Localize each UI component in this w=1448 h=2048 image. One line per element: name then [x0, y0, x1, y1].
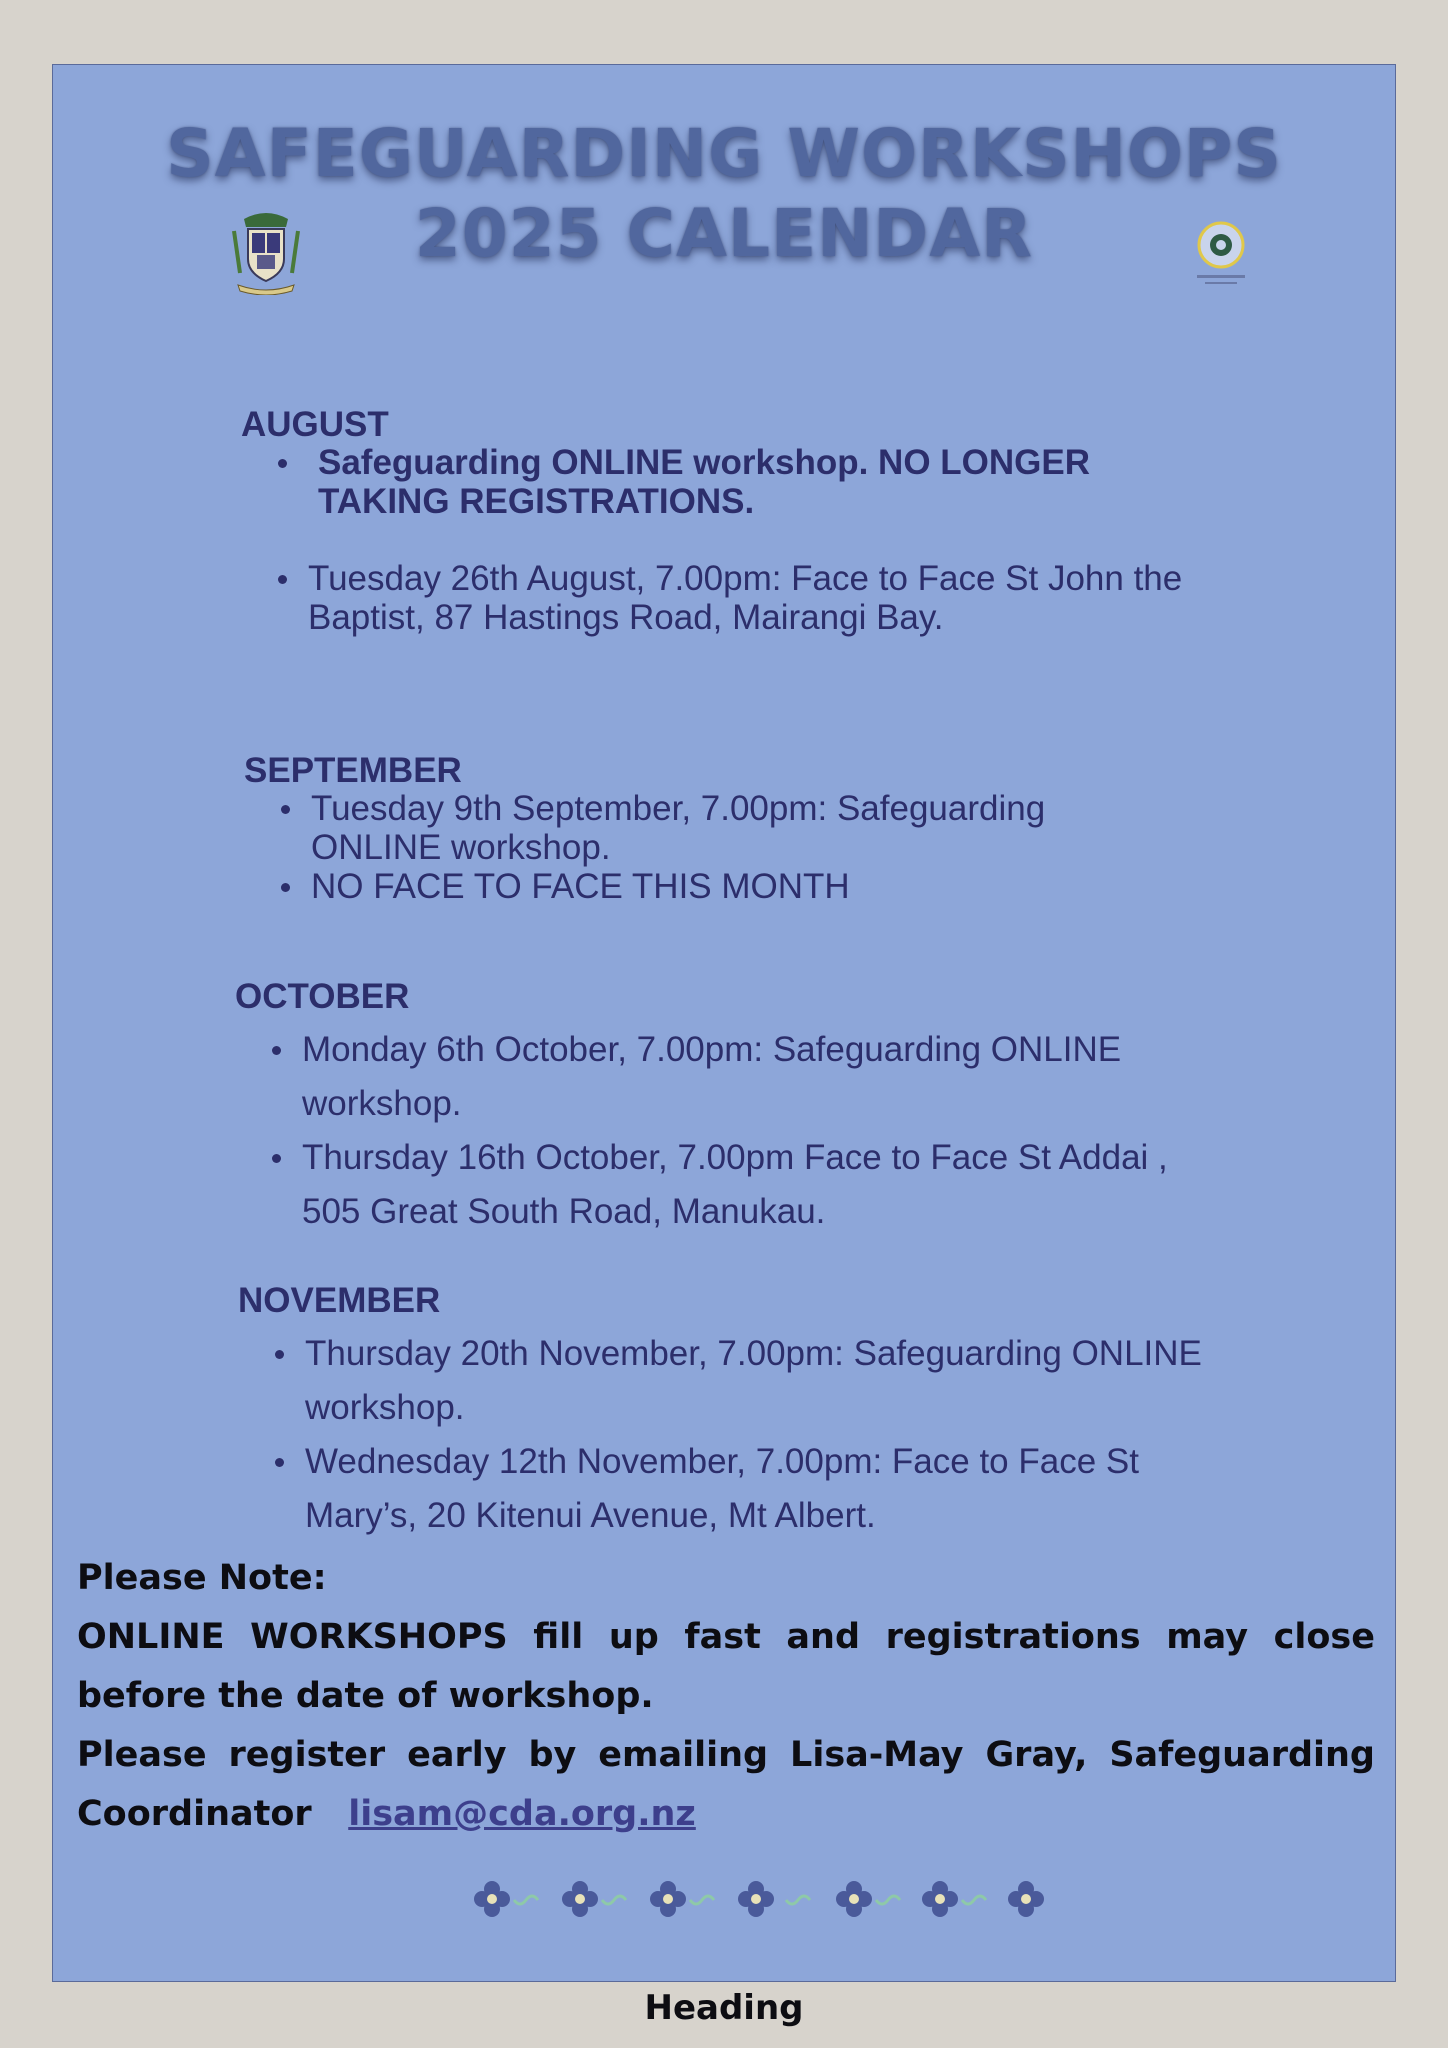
list-item: Thursday 16th October, 7.00pm Face to Face St Addai , 505 Great South Road, Manukau. [272, 1131, 1232, 1239]
email-link[interactable]: lisam@cda.org.nz [348, 1794, 696, 1834]
list-item: Tuesday 26th August, 7.00pm: Face to Face St John the Baptist, 87 Hastings Road, Mairangi Bay. [278, 559, 1228, 637]
note-line-1: ONLINE WORKSHOPS fill up fast and registrations may close before the date of workshop. [77, 1617, 1375, 1716]
flyer-page [52, 64, 1396, 1982]
note-line-2 [77, 1726, 1375, 1844]
list-item: Wednesday 12th November, 7.00pm: Face to Face St Mary’s, 20 Kitenui Avenue, Mt Albert. [275, 1435, 1215, 1543]
august-list [278, 443, 1228, 637]
list-item: Monday 6th October, 7.00pm: Safeguarding ONLINE workshop. [272, 1023, 1232, 1131]
list-item: NO FACE TO FACE THIS MONTH [281, 867, 1181, 906]
september-list [281, 789, 1181, 906]
registration-note [77, 1549, 1375, 1844]
note-line-2-text: Please register early by emailing Lisa-May Gray, Safeguarding Coordinator [77, 1735, 1375, 1834]
title-line-1: SAFEGUARDING WORKSHOPS [166, 115, 1282, 192]
list-item: Tuesday 9th September, 7.00pm: Safeguarding ONLINE workshop. [281, 789, 1181, 867]
title-line-2: 2025 CALENDAR [414, 195, 1034, 272]
footer-label: Heading [644, 1988, 804, 2028]
flower-divider-icon [470, 1876, 1050, 1922]
month-heading-august: AUGUST [241, 405, 389, 444]
list-item: Safeguarding ONLINE workshop. NO LONGER TAKING REGISTRATIONS. [278, 443, 1228, 521]
october-list [272, 1023, 1232, 1239]
list-item: Thursday 20th November, 7.00pm: Safeguarding ONLINE workshop. [275, 1327, 1215, 1435]
diocese-crest-icon [230, 211, 302, 295]
note-heading: Please Note: [77, 1558, 327, 1598]
month-heading-october: OCTOBER [235, 977, 410, 1016]
month-heading-september: SEPTEMBER [244, 751, 462, 790]
safeguarding-logo-icon [1183, 215, 1259, 291]
november-list [275, 1327, 1215, 1543]
month-heading-november: NOVEMBER [238, 1281, 441, 1320]
